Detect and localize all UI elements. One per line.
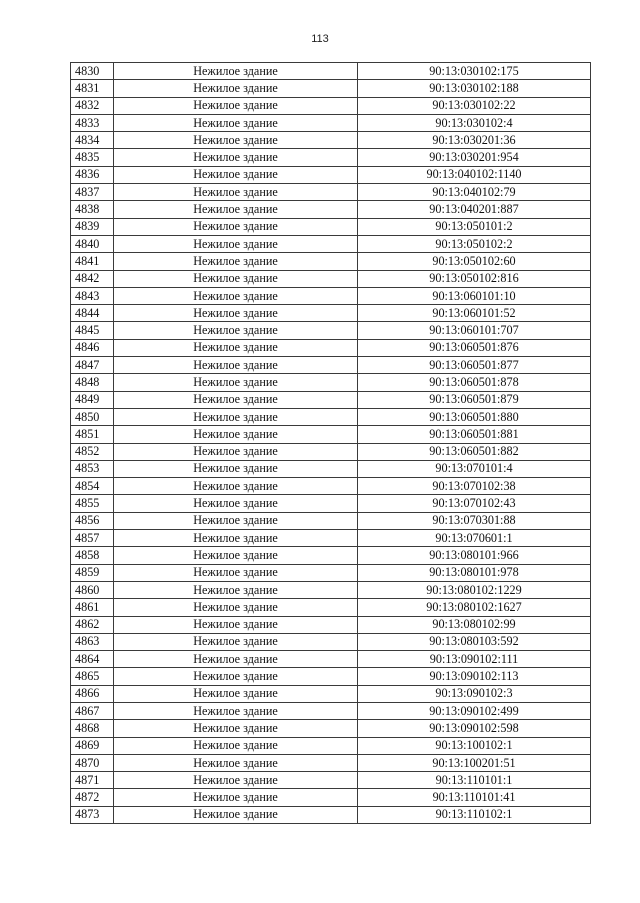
row-number-cell: 4873 [71, 806, 114, 823]
row-number-cell: 4846 [71, 339, 114, 356]
object-type-cell: Нежилое здание [114, 754, 358, 771]
row-number-cell: 4836 [71, 166, 114, 183]
cadastral-number-cell: 90:13:050102:60 [358, 253, 591, 270]
row-number-cell: 4840 [71, 235, 114, 252]
table-row [71, 685, 591, 702]
cadastral-number-cell: 90:13:080103:592 [358, 633, 591, 650]
object-type-cell: Нежилое здание [114, 616, 358, 633]
table-row [71, 651, 591, 668]
cadastral-number-cell: 90:13:050102:816 [358, 270, 591, 287]
row-number-cell: 4854 [71, 478, 114, 495]
object-type-cell: Нежилое здание [114, 166, 358, 183]
cadastral-number-cell: 90:13:060501:877 [358, 357, 591, 374]
table-row [71, 270, 591, 287]
cadastral-number-cell: 90:13:070601:1 [358, 530, 591, 547]
row-number-cell: 4855 [71, 495, 114, 512]
cadastral-number-cell: 90:13:060501:882 [358, 443, 591, 460]
object-type-cell: Нежилое здание [114, 253, 358, 270]
row-number-cell: 4851 [71, 426, 114, 443]
table-row [71, 547, 591, 564]
object-type-cell: Нежилое здание [114, 702, 358, 719]
row-number-cell: 4850 [71, 408, 114, 425]
cadastral-number-cell: 90:13:080102:1627 [358, 599, 591, 616]
object-type-cell: Нежилое здание [114, 184, 358, 201]
object-type-cell: Нежилое здание [114, 97, 358, 114]
table-row [71, 166, 591, 183]
row-number-cell: 4835 [71, 149, 114, 166]
row-number-cell: 4845 [71, 322, 114, 339]
cadastral-number-cell: 90:13:070102:43 [358, 495, 591, 512]
object-type-cell: Нежилое здание [114, 218, 358, 235]
table-row [71, 599, 591, 616]
property-registry-table [70, 62, 591, 824]
cadastral-number-cell: 90:13:060101:707 [358, 322, 591, 339]
object-type-cell: Нежилое здание [114, 322, 358, 339]
object-type-cell: Нежилое здание [114, 633, 358, 650]
object-type-cell: Нежилое здание [114, 478, 358, 495]
object-type-cell: Нежилое здание [114, 737, 358, 754]
row-number-cell: 4837 [71, 184, 114, 201]
object-type-cell: Нежилое здание [114, 581, 358, 598]
table-row [71, 63, 591, 80]
object-type-cell: Нежилое здание [114, 235, 358, 252]
table-row [71, 702, 591, 719]
row-number-cell: 4843 [71, 287, 114, 304]
object-type-cell: Нежилое здание [114, 408, 358, 425]
cadastral-number-cell: 90:13:070102:38 [358, 478, 591, 495]
row-number-cell: 4871 [71, 772, 114, 789]
row-number-cell: 4842 [71, 270, 114, 287]
table-row [71, 737, 591, 754]
object-type-cell: Нежилое здание [114, 547, 358, 564]
table-row [71, 374, 591, 391]
cadastral-number-cell: 90:13:090102:3 [358, 685, 591, 702]
table-row [71, 253, 591, 270]
cadastral-number-cell: 90:13:080101:978 [358, 564, 591, 581]
object-type-cell: Нежилое здание [114, 80, 358, 97]
cadastral-number-cell: 90:13:090102:598 [358, 720, 591, 737]
table-row [71, 339, 591, 356]
object-type-cell: Нежилое здание [114, 287, 358, 304]
object-type-cell: Нежилое здание [114, 772, 358, 789]
table-row [71, 149, 591, 166]
row-number-cell: 4839 [71, 218, 114, 235]
table-row [71, 322, 591, 339]
object-type-cell: Нежилое здание [114, 495, 358, 512]
row-number-cell: 4838 [71, 201, 114, 218]
table-row [71, 495, 591, 512]
cadastral-number-cell: 90:13:030102:175 [358, 63, 591, 80]
cadastral-number-cell: 90:13:110101:1 [358, 772, 591, 789]
object-type-cell: Нежилое здание [114, 391, 358, 408]
cadastral-number-cell: 90:13:030102:188 [358, 80, 591, 97]
cadastral-number-cell: 90:13:030201:36 [358, 132, 591, 149]
object-type-cell: Нежилое здание [114, 530, 358, 547]
table-row [71, 754, 591, 771]
cadastral-number-cell: 90:13:050102:2 [358, 235, 591, 252]
object-type-cell: Нежилое здание [114, 374, 358, 391]
table-row [71, 772, 591, 789]
row-number-cell: 4867 [71, 702, 114, 719]
table-row [71, 426, 591, 443]
cadastral-number-cell: 90:13:080101:966 [358, 547, 591, 564]
row-number-cell: 4852 [71, 443, 114, 460]
row-number-cell: 4853 [71, 460, 114, 477]
table-row [71, 114, 591, 131]
cadastral-number-cell: 90:13:030102:22 [358, 97, 591, 114]
table-row [71, 408, 591, 425]
row-number-cell: 4868 [71, 720, 114, 737]
table-row [71, 460, 591, 477]
cadastral-number-cell: 90:13:060501:878 [358, 374, 591, 391]
object-type-cell: Нежилое здание [114, 460, 358, 477]
table-row [71, 218, 591, 235]
object-type-cell: Нежилое здание [114, 443, 358, 460]
registry-table-body [71, 63, 591, 824]
table-row [71, 391, 591, 408]
row-number-cell: 4869 [71, 737, 114, 754]
table-row [71, 184, 591, 201]
table-row [71, 478, 591, 495]
row-number-cell: 4847 [71, 357, 114, 374]
object-type-cell: Нежилое здание [114, 512, 358, 529]
row-number-cell: 4866 [71, 685, 114, 702]
table-row [71, 720, 591, 737]
row-number-cell: 4856 [71, 512, 114, 529]
row-number-cell: 4830 [71, 63, 114, 80]
object-type-cell: Нежилое здание [114, 564, 358, 581]
row-number-cell: 4861 [71, 599, 114, 616]
table-row [71, 633, 591, 650]
table-row [71, 512, 591, 529]
object-type-cell: Нежилое здание [114, 599, 358, 616]
object-type-cell: Нежилое здание [114, 201, 358, 218]
table-row [71, 668, 591, 685]
cadastral-number-cell: 90:13:070101:4 [358, 460, 591, 477]
object-type-cell: Нежилое здание [114, 270, 358, 287]
object-type-cell: Нежилое здание [114, 651, 358, 668]
row-number-cell: 4841 [71, 253, 114, 270]
row-number-cell: 4862 [71, 616, 114, 633]
table-row [71, 80, 591, 97]
cadastral-number-cell: 90:13:090102:113 [358, 668, 591, 685]
row-number-cell: 4834 [71, 132, 114, 149]
object-type-cell: Нежилое здание [114, 806, 358, 823]
table-row [71, 235, 591, 252]
row-number-cell: 4864 [71, 651, 114, 668]
object-type-cell: Нежилое здание [114, 720, 358, 737]
table-row [71, 616, 591, 633]
row-number-cell: 4857 [71, 530, 114, 547]
object-type-cell: Нежилое здание [114, 305, 358, 322]
row-number-cell: 4831 [71, 80, 114, 97]
cadastral-number-cell: 90:13:100201:51 [358, 754, 591, 771]
table-row [71, 789, 591, 806]
row-number-cell: 4833 [71, 114, 114, 131]
cadastral-number-cell: 90:13:030201:954 [358, 149, 591, 166]
page-number: 113 [311, 33, 329, 45]
row-number-cell: 4832 [71, 97, 114, 114]
cadastral-number-cell: 90:13:080102:99 [358, 616, 591, 633]
cadastral-number-cell: 90:13:100102:1 [358, 737, 591, 754]
cadastral-number-cell: 90:13:090102:499 [358, 702, 591, 719]
row-number-cell: 4859 [71, 564, 114, 581]
row-number-cell: 4863 [71, 633, 114, 650]
cadastral-number-cell: 90:13:040201:887 [358, 201, 591, 218]
object-type-cell: Нежилое здание [114, 132, 358, 149]
table-row [71, 357, 591, 374]
table-row [71, 443, 591, 460]
object-type-cell: Нежилое здание [114, 339, 358, 356]
row-number-cell: 4872 [71, 789, 114, 806]
table-row [71, 97, 591, 114]
table-row [71, 201, 591, 218]
table-row [71, 581, 591, 598]
row-number-cell: 4848 [71, 374, 114, 391]
row-number-cell: 4865 [71, 668, 114, 685]
cadastral-number-cell: 90:13:060501:880 [358, 408, 591, 425]
cadastral-number-cell: 90:13:090102:111 [358, 651, 591, 668]
cadastral-number-cell: 90:13:080102:1229 [358, 581, 591, 598]
cadastral-number-cell: 90:13:110102:1 [358, 806, 591, 823]
object-type-cell: Нежилое здание [114, 114, 358, 131]
row-number-cell: 4870 [71, 754, 114, 771]
cadastral-number-cell: 90:13:030102:4 [358, 114, 591, 131]
cadastral-number-cell: 90:13:060501:876 [358, 339, 591, 356]
table-row [71, 806, 591, 823]
object-type-cell: Нежилое здание [114, 357, 358, 374]
row-number-cell: 4858 [71, 547, 114, 564]
row-number-cell: 4844 [71, 305, 114, 322]
table-row [71, 530, 591, 547]
row-number-cell: 4849 [71, 391, 114, 408]
cadastral-number-cell: 90:13:060101:52 [358, 305, 591, 322]
table-row [71, 305, 591, 322]
cadastral-number-cell: 90:13:050101:2 [358, 218, 591, 235]
cadastral-number-cell: 90:13:060501:879 [358, 391, 591, 408]
object-type-cell: Нежилое здание [114, 149, 358, 166]
table-row [71, 132, 591, 149]
object-type-cell: Нежилое здание [114, 789, 358, 806]
object-type-cell: Нежилое здание [114, 426, 358, 443]
table-row [71, 564, 591, 581]
row-number-cell: 4860 [71, 581, 114, 598]
cadastral-number-cell: 90:13:110101:41 [358, 789, 591, 806]
cadastral-number-cell: 90:13:040102:1140 [358, 166, 591, 183]
object-type-cell: Нежилое здание [114, 668, 358, 685]
cadastral-number-cell: 90:13:070301:88 [358, 512, 591, 529]
object-type-cell: Нежилое здание [114, 685, 358, 702]
cadastral-number-cell: 90:13:040102:79 [358, 184, 591, 201]
cadastral-number-cell: 90:13:060101:10 [358, 287, 591, 304]
table-row [71, 287, 591, 304]
object-type-cell: Нежилое здание [114, 63, 358, 80]
cadastral-number-cell: 90:13:060501:881 [358, 426, 591, 443]
